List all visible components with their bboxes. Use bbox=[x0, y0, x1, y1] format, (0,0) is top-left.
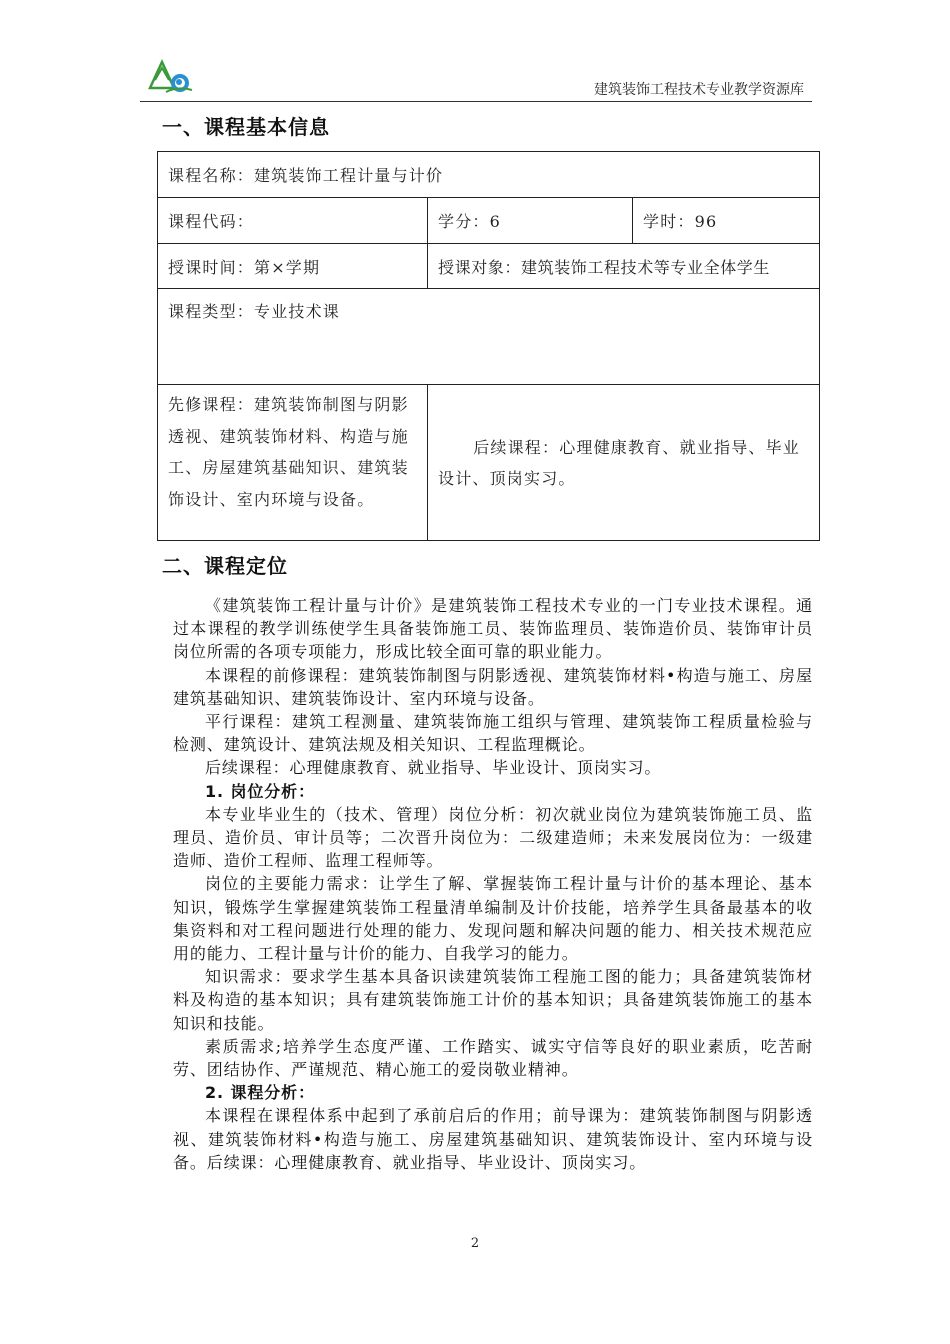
course-type-cell: 课程类型：专业技术课 bbox=[158, 289, 820, 385]
sub1-heading: 1. 岗位分析： bbox=[205, 781, 315, 801]
house-logo-icon bbox=[148, 58, 194, 94]
followups-cell: 后续课程：心理健康教育、就业指导、毕业设计、顶岗实习。 bbox=[428, 385, 820, 541]
page-number: 2 bbox=[470, 1236, 480, 1251]
section1-heading: 一、课程基本信息 bbox=[162, 115, 330, 139]
audience-cell: 授课对象：建筑装饰工程技术等专业全体学生 bbox=[428, 244, 820, 289]
table-row bbox=[158, 152, 820, 198]
header-rule bbox=[140, 101, 812, 102]
course-name-cell: 课程名称：建筑装饰工程计量与计价 bbox=[158, 152, 820, 198]
hours-cell: 学时：96 bbox=[633, 198, 820, 244]
header-title: 建筑装饰工程技术专业教学资源库 bbox=[594, 82, 804, 98]
sub2-heading: 2. 课程分析： bbox=[205, 1083, 315, 1103]
page-header bbox=[140, 50, 812, 102]
section2-body bbox=[173, 594, 813, 1174]
paragraph: 平行课程：建筑工程测量、建筑装饰施工组织与管理、建筑装饰工程质量检验与检测、建筑设计、建筑法规及相关知识、工程监理概论。 bbox=[173, 712, 813, 755]
table-row bbox=[158, 385, 820, 541]
course-info-table bbox=[157, 151, 820, 541]
section2-heading: 二、课程定位 bbox=[162, 554, 288, 578]
paragraph: 本专业毕业生的（技术、管理）岗位分析：初次就业岗位为建筑装饰施工员、监理员、造价员、审计员等；二次晋升岗位为：二级建造师；未来发展岗位为：一级建造师、造价工程师、监理工程师等。 bbox=[173, 804, 813, 871]
paragraph: 知识需求：要求学生基本具备识读建筑装饰工程施工图的能力；具备建筑装饰材料及构造的基本知识；具有建筑装饰施工计价的基本知识；具备建筑装饰施工的基本知识和技能。 bbox=[173, 967, 813, 1033]
paragraph: 本课程在课程体系中起到了承前启后的作用；前导课为：建筑装饰制图与阴影透视、建筑装饰材料•构造与施工、房屋建筑基础知识、建筑装饰设计、室内环境与设备。后续课：心理健康教育、就业指导、毕业设计、顶岗实习。 bbox=[173, 1106, 813, 1172]
table-row bbox=[158, 289, 820, 385]
paragraph: 本课程的前修课程：建筑装饰制图与阴影透视、建筑装饰材料•构造与施工、房屋建筑基础知识、建筑装饰设计、室内环境与设备。 bbox=[173, 665, 813, 708]
paragraph: 岗位的主要能力需求：让学生了解、掌握装饰工程计量与计价的基本理论、基本知识，锻炼学生掌握建筑装饰工程量清单编制及计价技能，培养学生具备最基本的收集资料和对工程问题进行处理的能力、发现问题和解决问题的能力、相关技术规范应用的能力、工程计量与计价的能力、自我学习的能力。 bbox=[173, 874, 813, 964]
table-row bbox=[158, 198, 820, 244]
credits-cell: 学分：6 bbox=[428, 198, 633, 244]
paragraph: 《建筑装饰工程计量与计价》是建筑装饰工程技术专业的一门专业技术课程。通过本课程的教学训练使学生具备装饰施工员、装饰监理员、装饰造价员、装饰审计员岗位所需的各项专项能力，形成比较全面可靠的职业能力。 bbox=[173, 596, 813, 662]
paragraph: 素质需求;培养学生态度严谨、工作踏实、诚实守信等良好的职业素质，吃苦耐劳、团结协作、严谨规范、精心施工的爱岗敬业精神。 bbox=[173, 1036, 813, 1080]
table-row bbox=[158, 244, 820, 289]
prerequisites-cell: 先修课程：建筑装饰制图与阴影透视、建筑装饰材料、构造与施工、房屋建筑基础知识、建筑装饰设计、室内环境与设备。 bbox=[158, 385, 428, 541]
paragraph: 后续课程：心理健康教育、就业指导、毕业设计、顶岗实习。 bbox=[205, 758, 662, 778]
term-cell: 授课时间：第×学期 bbox=[158, 244, 428, 289]
course-code-cell: 课程代码： bbox=[158, 198, 428, 244]
